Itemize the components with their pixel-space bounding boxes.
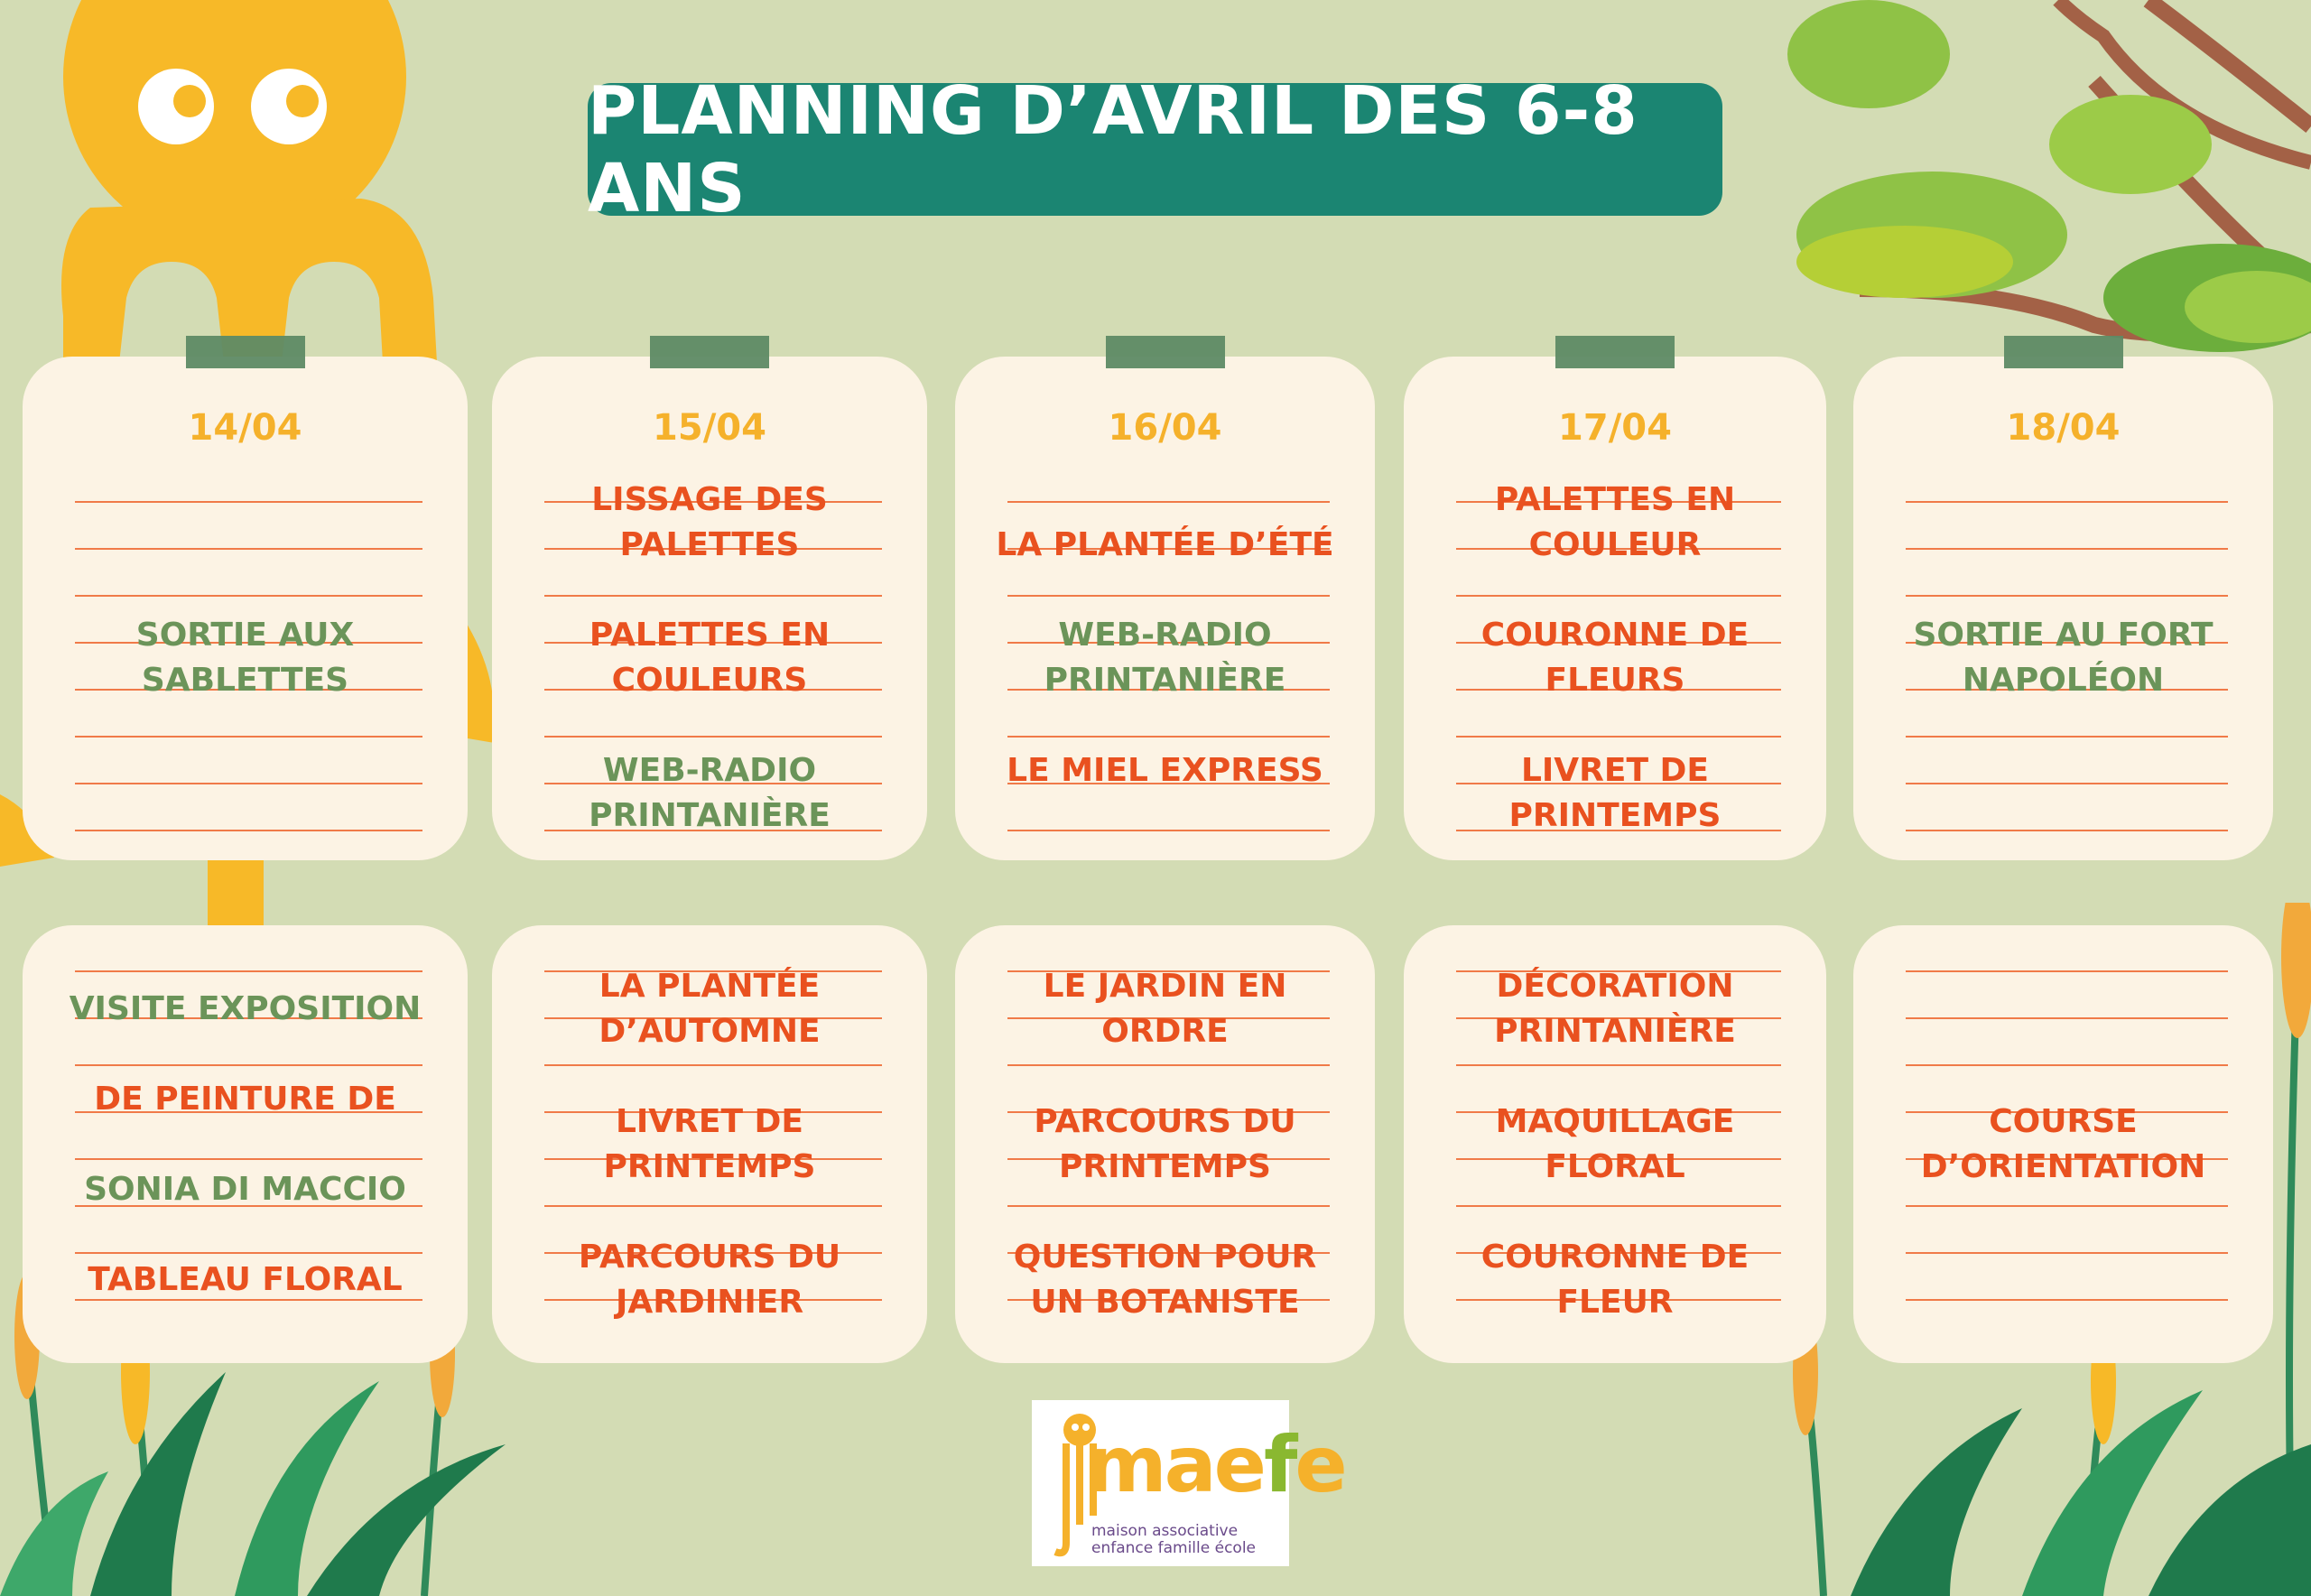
- activity-text: LA PLANTÉE: [599, 967, 821, 1005]
- ruled-line: [75, 548, 422, 550]
- day-date: 15/04: [653, 407, 766, 449]
- activity-text: TABLEAU FLORAL: [88, 1260, 403, 1298]
- logo-tagline: maison associative enfance famille école: [1091, 1522, 1257, 1557]
- ruled-line: [1007, 595, 1330, 597]
- ruled-line: [1007, 1064, 1330, 1066]
- day-card-15-04-morning: [492, 357, 927, 860]
- ruled-line: [75, 595, 422, 597]
- activity-text: ORDRE: [1101, 1012, 1229, 1050]
- activity-text: FLORAL: [1545, 1147, 1685, 1185]
- tree-branch-icon: [1715, 0, 2311, 379]
- ruled-line: [1456, 595, 1781, 597]
- activity-text: PRINTEMPS: [1059, 1147, 1271, 1185]
- ruled-line: [544, 736, 882, 738]
- activity-text: LIVRET DE: [615, 1102, 804, 1140]
- ruled-line: [75, 1064, 422, 1066]
- ruled-line: [1906, 1299, 2228, 1301]
- activity-text: PRINTEMPS: [603, 1147, 816, 1185]
- ruled-line: [1906, 970, 2228, 972]
- ruled-line: [1906, 736, 2228, 738]
- ruled-line: [1456, 736, 1781, 738]
- ruled-line: [544, 1205, 882, 1207]
- activity-text: LIVRET DE: [1520, 752, 1710, 789]
- activity-text: SONIA DI MACCIO: [84, 1170, 406, 1208]
- ruled-line: [1906, 595, 2228, 597]
- ruled-line: [1906, 1064, 2228, 1066]
- title-banner: [588, 71, 1722, 227]
- activity-text: COULEUR: [1528, 526, 1702, 563]
- activity-text: COURONNE DE: [1480, 617, 1749, 654]
- activity-text: PALETTES: [619, 526, 800, 563]
- activity-text: PARCOURS DU: [578, 1238, 841, 1276]
- activity-text: MAQUILLAGE: [1495, 1102, 1735, 1140]
- activity-text: PRINTEMPS: [1508, 797, 1722, 834]
- page-title: PLANNING D’AVRIL DES 6-8 ANS: [588, 71, 1638, 227]
- day-card-15-04-afternoon: [492, 925, 927, 1363]
- day-card-16-04-afternoon: [955, 925, 1375, 1363]
- activity-text: NAPOLÉON: [1962, 662, 2165, 699]
- tape-strip: [1555, 336, 1675, 368]
- day-date: 16/04: [1108, 407, 1222, 449]
- activity-text: LA PLANTÉE D’ÉTÉ: [996, 526, 1334, 563]
- tape-strip: [1106, 336, 1225, 368]
- activity-text: COURONNE DE: [1480, 1238, 1749, 1276]
- activity-text: FLEUR: [1556, 1283, 1674, 1321]
- ruled-line: [75, 1252, 422, 1254]
- day-card-16-04-morning: [955, 357, 1375, 860]
- activity-text: FLEURS: [1545, 662, 1685, 699]
- logo-word: maefe: [1086, 1420, 1345, 1510]
- day-card-18-04-afternoon: [1853, 925, 2273, 1363]
- activity-text: D’AUTOMNE: [599, 1012, 821, 1050]
- ruled-line: [1906, 501, 2228, 503]
- maefe-logo: [1032, 1400, 1345, 1566]
- activity-text: D’ORIENTATION: [1920, 1147, 2206, 1185]
- ruled-line: [1906, 1252, 2228, 1254]
- ruled-line: [1007, 830, 1330, 831]
- activity-text: WEB-RADIO: [1058, 617, 1272, 654]
- ruled-line: [75, 1158, 422, 1160]
- activity-text: COULEURS: [611, 662, 808, 699]
- ruled-line: [1906, 548, 2228, 550]
- activity-text: PRINTANIÈRE: [589, 797, 831, 834]
- tape-strip: [186, 336, 305, 368]
- ruled-line: [1906, 1205, 2228, 1207]
- day-date: 14/04: [188, 407, 302, 449]
- activity-text: VISITE EXPOSITION: [69, 989, 422, 1027]
- ruled-line: [1906, 783, 2228, 784]
- tape-strip: [650, 336, 769, 368]
- day-card-14-04-morning: [23, 357, 468, 860]
- activity-text: PARCOURS DU: [1034, 1102, 1296, 1140]
- activity-text: PALETTES EN: [1494, 481, 1736, 518]
- ruled-line: [75, 501, 422, 503]
- ruled-line: [1007, 501, 1330, 503]
- ruled-line: [1906, 1017, 2228, 1019]
- ruled-line: [75, 736, 422, 738]
- activity-text: PRINTANIÈRE: [1494, 1012, 1736, 1050]
- activity-text: PALETTES EN: [589, 617, 831, 654]
- activity-text: LE JARDIN EN: [1043, 967, 1287, 1005]
- activity-text: SABLETTES: [141, 662, 349, 699]
- ruled-line: [544, 595, 882, 597]
- day-card-14-04-afternoon: [23, 925, 468, 1363]
- ruled-line: [75, 970, 422, 972]
- day-card-17-04-morning: [1404, 357, 1826, 860]
- activity-text: JARDINIER: [615, 1283, 804, 1321]
- activity-text: COURSE: [1989, 1102, 2138, 1140]
- activity-text: UN BOTANISTE: [1030, 1283, 1300, 1321]
- activity-text: WEB-RADIO: [602, 752, 817, 789]
- activity-text: PRINTANIÈRE: [1044, 662, 1286, 699]
- ruled-line: [1007, 1205, 1330, 1207]
- activity-text: SORTIE AUX: [135, 617, 355, 654]
- activity-text: DE PEINTURE DE: [94, 1080, 396, 1118]
- activity-text: SORTIE AU FORT: [1913, 617, 2214, 654]
- ruled-line: [1007, 736, 1330, 738]
- ruled-line: [75, 783, 422, 784]
- activity-text: LISSAGE DES: [591, 481, 828, 518]
- ruled-line: [1456, 1064, 1781, 1066]
- activity-text: LE MIEL EXPRESS: [1007, 752, 1323, 789]
- ruled-line: [544, 1064, 882, 1066]
- activity-text: QUESTION POUR: [1013, 1238, 1317, 1276]
- day-card-17-04-afternoon: [1404, 925, 1826, 1363]
- day-date: 18/04: [2006, 407, 2121, 449]
- day-card-18-04-morning: [1853, 357, 2273, 860]
- tape-strip: [2004, 336, 2123, 368]
- ruled-line: [1906, 830, 2228, 831]
- activity-text: DÉCORATION: [1496, 967, 1734, 1005]
- ruled-line: [1456, 1205, 1781, 1207]
- ruled-line: [75, 830, 422, 831]
- day-date: 17/04: [1558, 407, 1672, 449]
